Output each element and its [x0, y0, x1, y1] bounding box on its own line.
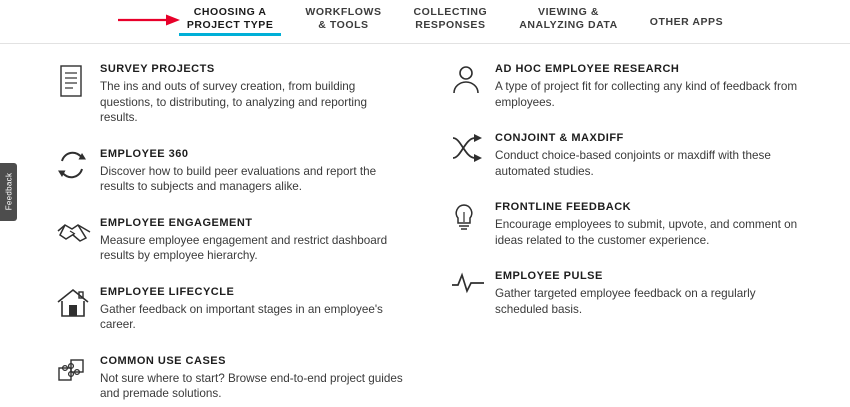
list-item-text [100, 285, 405, 333]
list-item-description: Conduct choice-based conjoints or maxdiff with these automated studies. [495, 149, 771, 178]
tab-workflows-tools[interactable] [289, 0, 397, 44]
tab-label-line2: RESPONSES [415, 19, 486, 31]
tab-label-line2: PROJECT TYPE [186, 19, 274, 31]
list-item-title: AD HOC EMPLOYEE RESEARCH [495, 63, 680, 75]
list-item[interactable] [437, 200, 850, 248]
pulse-line-icon [451, 269, 495, 309]
tab-label-line1: VIEWING & [538, 6, 599, 18]
list-item[interactable] [0, 147, 437, 195]
puzzle-pieces-icon [56, 354, 100, 394]
list-item-description: Not sure where to start? Browse end-to-end project guides and premade solutions. [100, 371, 403, 400]
list-item-title: COMMON USE CASES [100, 354, 226, 367]
tab-label-line1: OTHER APPS [649, 15, 724, 28]
grid-column-left [0, 62, 437, 407]
list-item[interactable] [0, 216, 437, 264]
tab-collecting-responses[interactable] [398, 0, 504, 44]
list-item-text [100, 62, 405, 126]
document-lines-icon [56, 62, 100, 102]
list-item-text [495, 62, 807, 110]
project-type-grid [0, 44, 850, 407]
list-item-description: Discover how to build peer evaluations and report the results to subjects and managers alike. [100, 164, 377, 193]
list-item-text [495, 131, 807, 179]
list-item[interactable] [0, 62, 437, 126]
feedback-side-tab-label: Feedback [4, 172, 14, 211]
tab-other-apps[interactable] [634, 0, 739, 44]
tab-label-line1: COLLECTING [413, 6, 488, 18]
list-item-title: EMPLOYEE 360 [100, 147, 189, 160]
tab-viewing-analyzing-data[interactable] [503, 0, 634, 44]
house-icon [56, 285, 100, 325]
list-item-text [100, 216, 405, 264]
grid-column-right [437, 62, 850, 407]
list-item-text [100, 147, 405, 195]
tab-choosing-a-project-type[interactable] [171, 0, 290, 44]
list-item-title: EMPLOYEE LIFECYCLE [100, 285, 235, 298]
tab-list [171, 0, 739, 44]
feedback-side-tab[interactable] [0, 163, 17, 221]
list-item-description: A type of project fit for collecting any kind of feedback from employees. [495, 80, 798, 109]
tab-label-line2: & TOOLS [318, 19, 369, 31]
list-item[interactable] [437, 131, 850, 179]
person-icon [451, 62, 495, 102]
list-item-title: FRONTLINE FEEDBACK [495, 201, 632, 213]
list-item-text [495, 269, 807, 317]
category-tab-bar [0, 0, 850, 44]
list-item-title: SURVEY PROJECTS [100, 63, 215, 75]
handshake-icon [56, 216, 100, 256]
list-item[interactable] [437, 62, 850, 110]
list-item[interactable] [0, 285, 437, 333]
list-item-description: The ins and outs of survey creation, from building questions, to distributing, to analyzing and reporting results. [100, 80, 368, 124]
circular-arrows-icon [56, 147, 100, 187]
crossing-arrows-icon [451, 131, 495, 171]
list-item-description: Gather feedback on important stages in an employee's career. [100, 302, 383, 331]
tab-label-line1: WORKFLOWS [305, 6, 382, 18]
list-item-text [100, 354, 405, 402]
list-item-description: Encourage employees to submit, upvote, and comment on ideas related to the customer experience. [495, 218, 798, 247]
list-item-title: EMPLOYEE PULSE [495, 270, 603, 282]
list-item-title: EMPLOYEE ENGAGEMENT [100, 216, 253, 229]
lightbulb-icon [451, 200, 495, 240]
list-item[interactable] [0, 354, 437, 402]
list-item-description: Measure employee engagement and restrict dashboard results by employee hierarchy. [100, 233, 388, 262]
list-item-text [495, 200, 807, 248]
list-item-description: Gather targeted employee feedback on a regularly scheduled basis. [495, 287, 756, 316]
list-item[interactable] [437, 269, 850, 317]
list-item-title: CONJOINT & MAXDIFF [495, 132, 624, 144]
tab-label-line1: CHOOSING A [193, 6, 267, 18]
tab-label-line2: ANALYZING DATA [519, 19, 618, 31]
